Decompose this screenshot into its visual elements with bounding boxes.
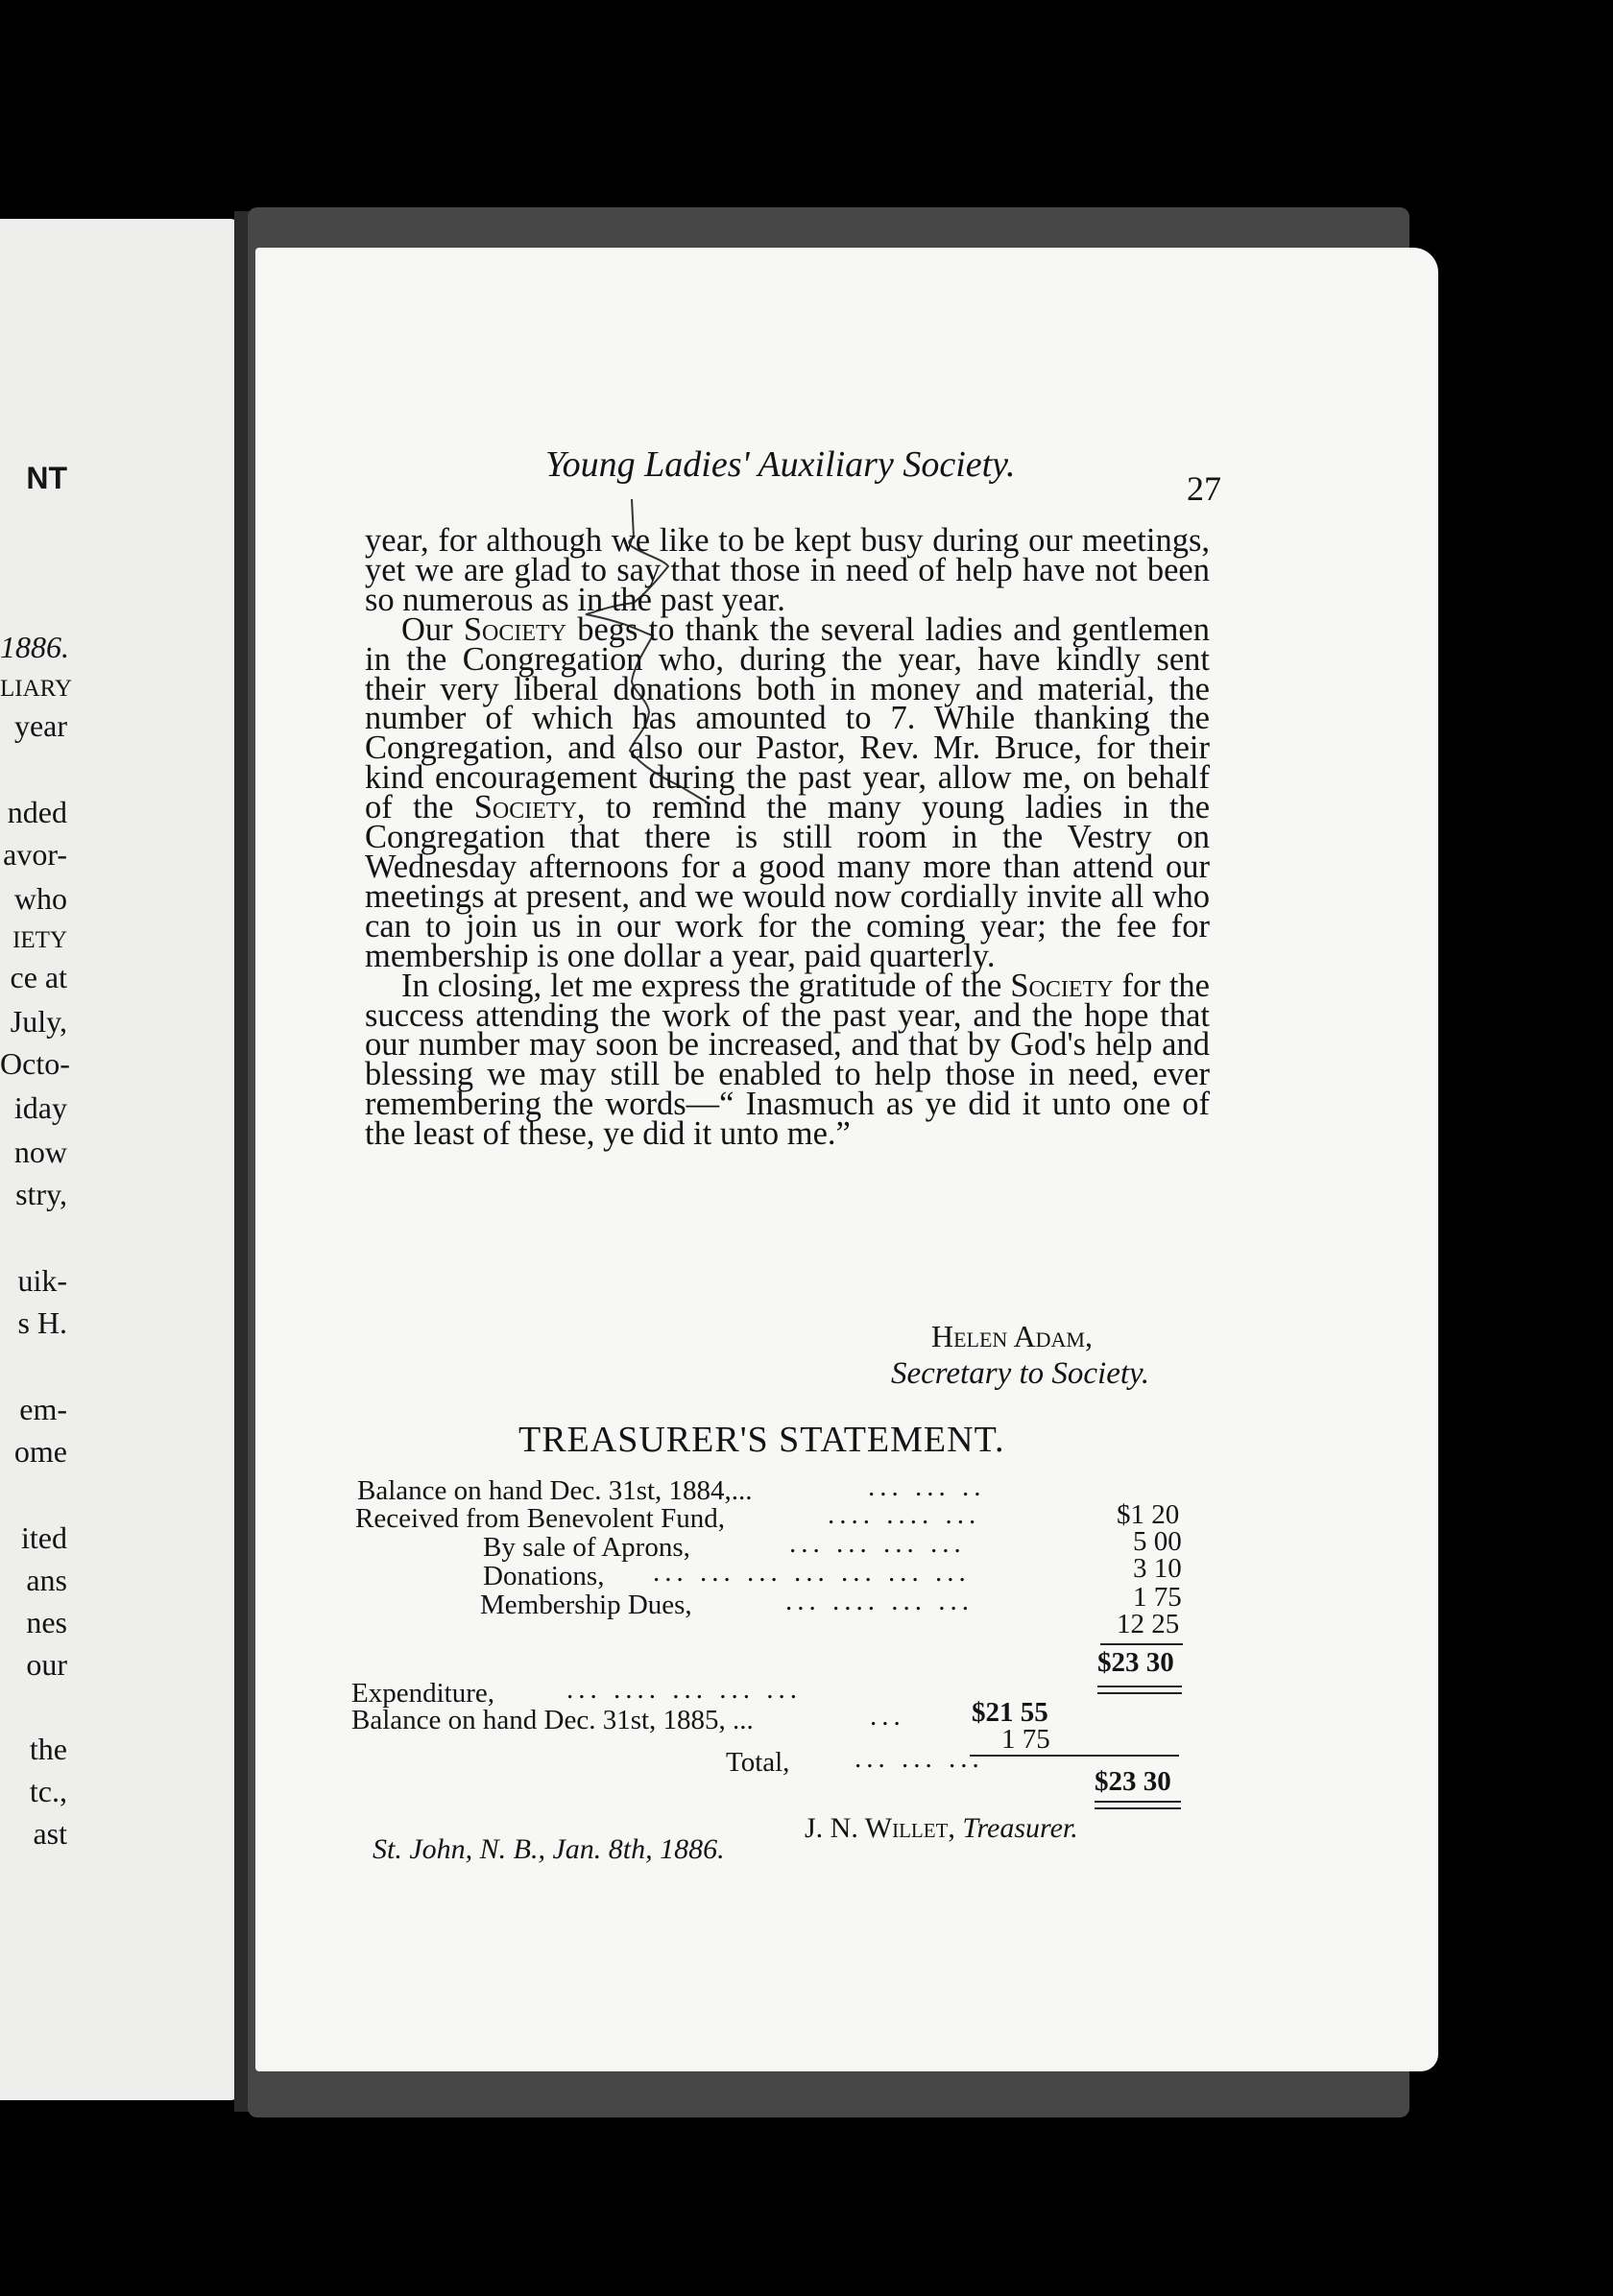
left-fragment: 1886. <box>0 630 69 664</box>
left-fragment: LIARY <box>0 676 72 702</box>
left-fragment: ited <box>21 1520 67 1555</box>
ledger-label: Received from Benevolent Fund, <box>355 1503 725 1534</box>
left-fragment: nes <box>26 1605 67 1639</box>
left-fragment: ome <box>13 1434 67 1469</box>
treasurer-title: Treasurer. <box>962 1812 1078 1844</box>
left-fragment: avor- <box>3 837 67 872</box>
left-fragment: tc., <box>29 1774 67 1808</box>
ledger-amount: 1 75 <box>1133 1582 1182 1613</box>
ledger-leader-dots: ... .... ... ... <box>785 1586 974 1616</box>
sum-rule <box>1100 1643 1183 1645</box>
place-date: St. John, N. B., Jan. 8th, 1886. <box>373 1833 725 1865</box>
secretary-title: Secretary to Society. <box>891 1356 1150 1391</box>
left-fragment: Octo- <box>0 1046 70 1081</box>
ledger-label: Donations, <box>483 1561 605 1591</box>
paragraph-2 <box>365 610 1211 974</box>
statement-heading: TREASURER'S STATEMENT. <box>518 1420 1005 1460</box>
double-rule <box>1095 1801 1181 1803</box>
page-number: 27 <box>1187 469 1221 508</box>
text-run: begs to thank the several ladies and gentlemen in the Congregation who, during the year, have kindly sent their very liberal donations both in money and material, the number of which has amounted to 7. While thanking the Congregation, and also our Pastor, Rev. Mr. Bruce, for their kind encouragement during the past year, allow me, on behalf of the <box>365 610 1210 826</box>
ledger-leader-dots: .... .... ... <box>828 1499 981 1530</box>
ledger-leader-dots: ... ... .. <box>868 1471 986 1502</box>
left-fragment: nded <box>7 795 67 829</box>
left-fragment: ans <box>26 1563 67 1597</box>
secretary-name: Helen Adam, <box>931 1319 1093 1353</box>
ledger-amount: 5 00 <box>1133 1526 1182 1557</box>
total-amount: $23 30 <box>1095 1766 1171 1797</box>
treasurer-name: J. N. Willet, <box>805 1812 955 1844</box>
double-rule <box>1095 1807 1181 1809</box>
ledger-label: By sale of Aprons, <box>483 1532 690 1563</box>
left-fragment: IETY <box>12 927 67 953</box>
subtotal-amount: $23 30 <box>1097 1647 1174 1678</box>
ledger-leader-dots: ... ... ... ... <box>789 1528 966 1559</box>
text-run: Our <box>401 610 464 648</box>
ledger-amount: 12 25 <box>1117 1609 1180 1639</box>
left-fragment: ce at <box>10 960 67 994</box>
society-smallcaps: Society <box>463 610 567 648</box>
text-run: , to remind the many young ladies in the Congregation that there is still room in the Vestry on Wednesday afternoons for a good many more than attend our meetings at present, and we would now cordially invite all who can to join us in our work for the coming year; the fee for membership is one dollar a year, paid quarterly. <box>365 789 1211 974</box>
left-fragment: stry, <box>15 1177 67 1211</box>
right-page <box>255 248 1438 2071</box>
left-fragment: who <box>13 881 67 916</box>
treasurer-signature <box>805 1812 1078 1845</box>
ledger-label: Membership Dues, <box>480 1590 692 1620</box>
ledger-label: Balance on hand Dec. 31st, 1885, ... <box>351 1705 754 1735</box>
ledger-label: Balance on hand Dec. 31st, 1884,... <box>357 1475 753 1506</box>
left-fragment: NT <box>26 461 67 495</box>
paragraph-1: year, for although we like to be kept busy during our meetings, yet we are glad to say that those in need of help have not been so numerous as in the past year. <box>365 522 1210 618</box>
ledger-leader-dots: ... <box>870 1701 905 1732</box>
left-fragment: our <box>26 1647 67 1682</box>
running-header: Young Ladies' Auxiliary Society. <box>545 444 1016 485</box>
left-fragment: the <box>29 1732 67 1766</box>
double-rule <box>1097 1686 1182 1687</box>
left-fragment: July, <box>10 1004 67 1039</box>
left-fragment: em- <box>19 1392 67 1426</box>
left-facing-page <box>0 219 240 2100</box>
society-smallcaps: Society <box>473 789 577 826</box>
left-fragment: s H. <box>17 1305 67 1340</box>
ledger-amount: $21 55 <box>972 1697 1048 1728</box>
paragraph-3 <box>365 967 1210 1153</box>
left-fragment: iday <box>13 1090 67 1125</box>
body-text <box>365 522 1211 1153</box>
left-fragment: year <box>13 708 67 743</box>
ledger-amount: 3 10 <box>1133 1553 1182 1584</box>
ledger-label: Expenditure, <box>351 1678 494 1709</box>
ledger-label: Total, <box>726 1747 790 1778</box>
text-run: In closing, let me express the gratitude of the <box>401 967 1011 1004</box>
text-run: for the success attending the work of the past year, and the hope that our number may soon be increased, and that by God's help and blessing we may still be enabled to help those in need, ever remembering the words—“ Inasmuch as ye did it unto one of the least of these, ye did it unto me.” <box>365 967 1210 1153</box>
left-fragment: ast <box>33 1816 67 1851</box>
ledger-amount: $1 20 <box>1117 1499 1180 1530</box>
total-rule <box>970 1755 1179 1757</box>
ledger-leader-dots: ... ... ... <box>855 1743 984 1774</box>
left-fragment: uik- <box>17 1263 67 1298</box>
ledger-amount: 1 75 <box>1001 1724 1050 1755</box>
ledger-leader-dots: ... .... ... ... ... <box>566 1674 802 1705</box>
ledger-leader-dots: ... ... ... ... ... ... ... <box>653 1557 971 1588</box>
double-rule <box>1097 1692 1182 1694</box>
society-smallcaps: Society <box>1010 967 1114 1004</box>
left-fragment: now <box>13 1135 67 1169</box>
